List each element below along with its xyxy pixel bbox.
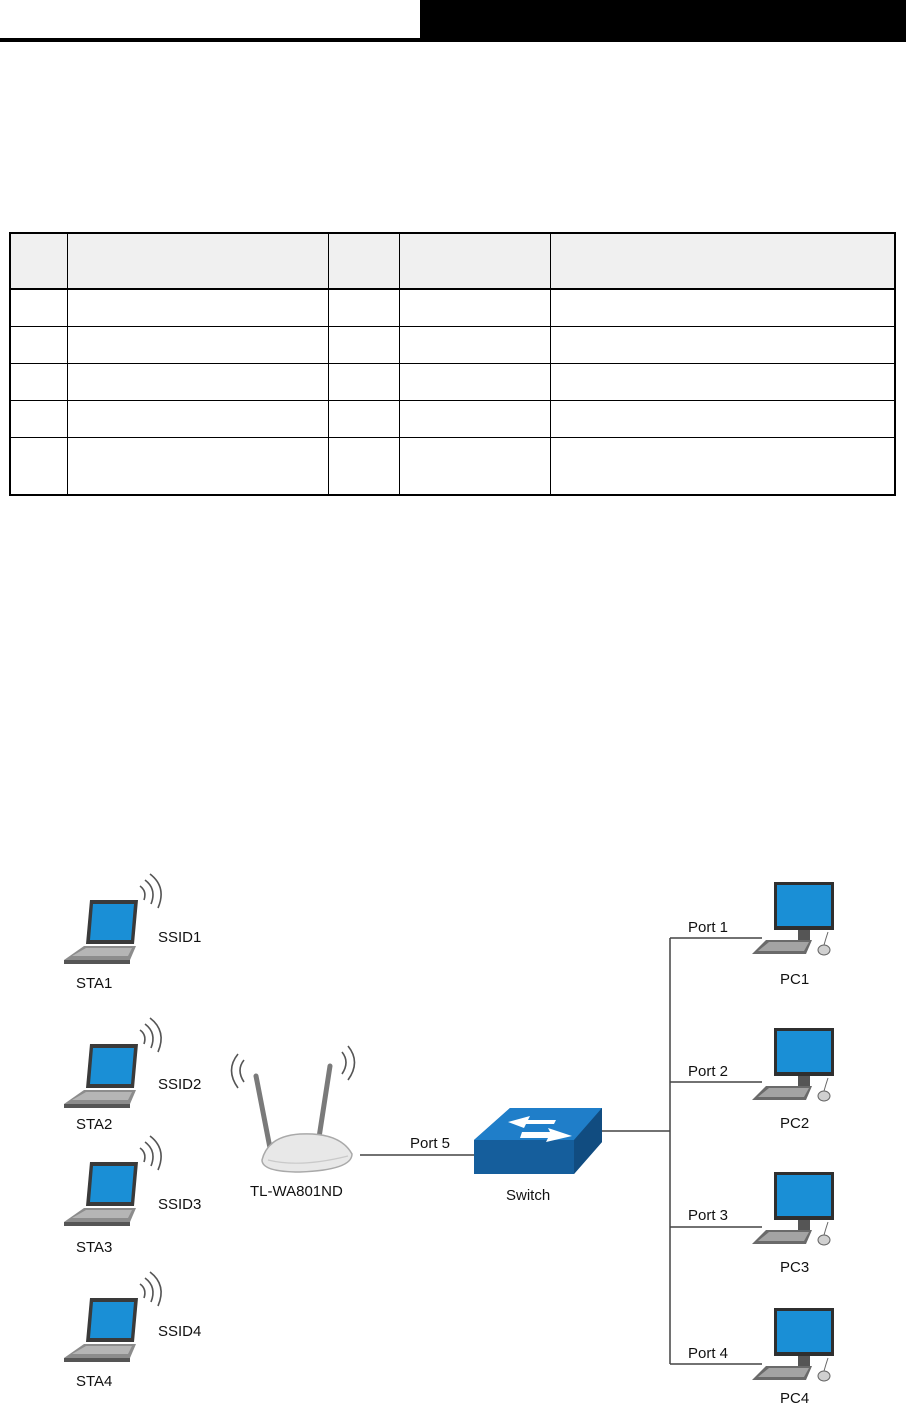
ssid-label: SSID3 (158, 1196, 202, 1213)
table-cell (10, 438, 68, 496)
table-cell (68, 401, 329, 438)
table-cell (10, 289, 68, 327)
table-cell (329, 401, 400, 438)
ssid-label: SSID2 (158, 1076, 202, 1093)
pc-label: PC4 (780, 1390, 810, 1407)
port-label: Port 1 (688, 919, 729, 936)
station-label: STA2 (76, 1116, 113, 1133)
port-label: Port 3 (688, 1207, 729, 1224)
table-row (10, 401, 895, 438)
pc-icon (752, 882, 834, 955)
port-label: Port 2 (688, 1063, 729, 1080)
laptop-icon (64, 1018, 161, 1108)
table-cell (400, 289, 551, 327)
table-cell (10, 401, 68, 438)
access-point-icon (232, 1046, 355, 1172)
table-cell (400, 438, 551, 496)
network-diagram (0, 860, 906, 1409)
table-cell (551, 327, 896, 364)
ssid-label: SSID1 (158, 929, 202, 946)
pc-label: PC2 (780, 1115, 810, 1132)
table-cell (68, 438, 329, 496)
station-label: STA1 (76, 975, 113, 992)
table-cell (68, 364, 329, 401)
info-table (9, 232, 896, 496)
table-header-cell (68, 233, 329, 289)
table-cell (400, 401, 551, 438)
table-cell (551, 289, 896, 327)
table-header-cell (400, 233, 551, 289)
pc-icon (752, 1028, 834, 1101)
header-rule (0, 38, 420, 42)
table-cell (329, 289, 400, 327)
table-cell (551, 401, 896, 438)
table-cell (329, 327, 400, 364)
table-cell (551, 438, 896, 496)
switch-icon (474, 1108, 602, 1174)
station-label: STA3 (76, 1239, 113, 1256)
laptop-icon (64, 874, 161, 964)
pc-label: PC3 (780, 1259, 810, 1276)
table-cell (10, 327, 68, 364)
table-cell (68, 327, 329, 364)
station-label: STA4 (76, 1373, 113, 1390)
pc-icon (752, 1172, 834, 1245)
ap-label: TL-WA801ND (250, 1183, 343, 1200)
ap-port-label: Port 5 (410, 1135, 451, 1152)
port-label: Port 4 (688, 1345, 729, 1362)
table-cell (329, 364, 400, 401)
header-bar (420, 0, 906, 42)
switch-label: Switch (506, 1187, 551, 1204)
table-cell (400, 327, 551, 364)
table-cell (329, 438, 400, 496)
table-cell (68, 289, 329, 327)
laptop-icon (64, 1272, 161, 1362)
table-header-cell (10, 233, 68, 289)
table-header-cell (329, 233, 400, 289)
pc-icon (752, 1308, 834, 1381)
table-row (10, 327, 895, 364)
table-row (10, 438, 895, 496)
pc-label: PC1 (780, 971, 810, 988)
table-cell (10, 364, 68, 401)
table-header-cell (551, 233, 896, 289)
table-header-row (10, 233, 895, 289)
table-row (10, 289, 895, 327)
table-cell (551, 364, 896, 401)
table-row (10, 364, 895, 401)
laptop-icon (64, 1136, 161, 1226)
ssid-label: SSID4 (158, 1323, 202, 1340)
table-cell (400, 364, 551, 401)
